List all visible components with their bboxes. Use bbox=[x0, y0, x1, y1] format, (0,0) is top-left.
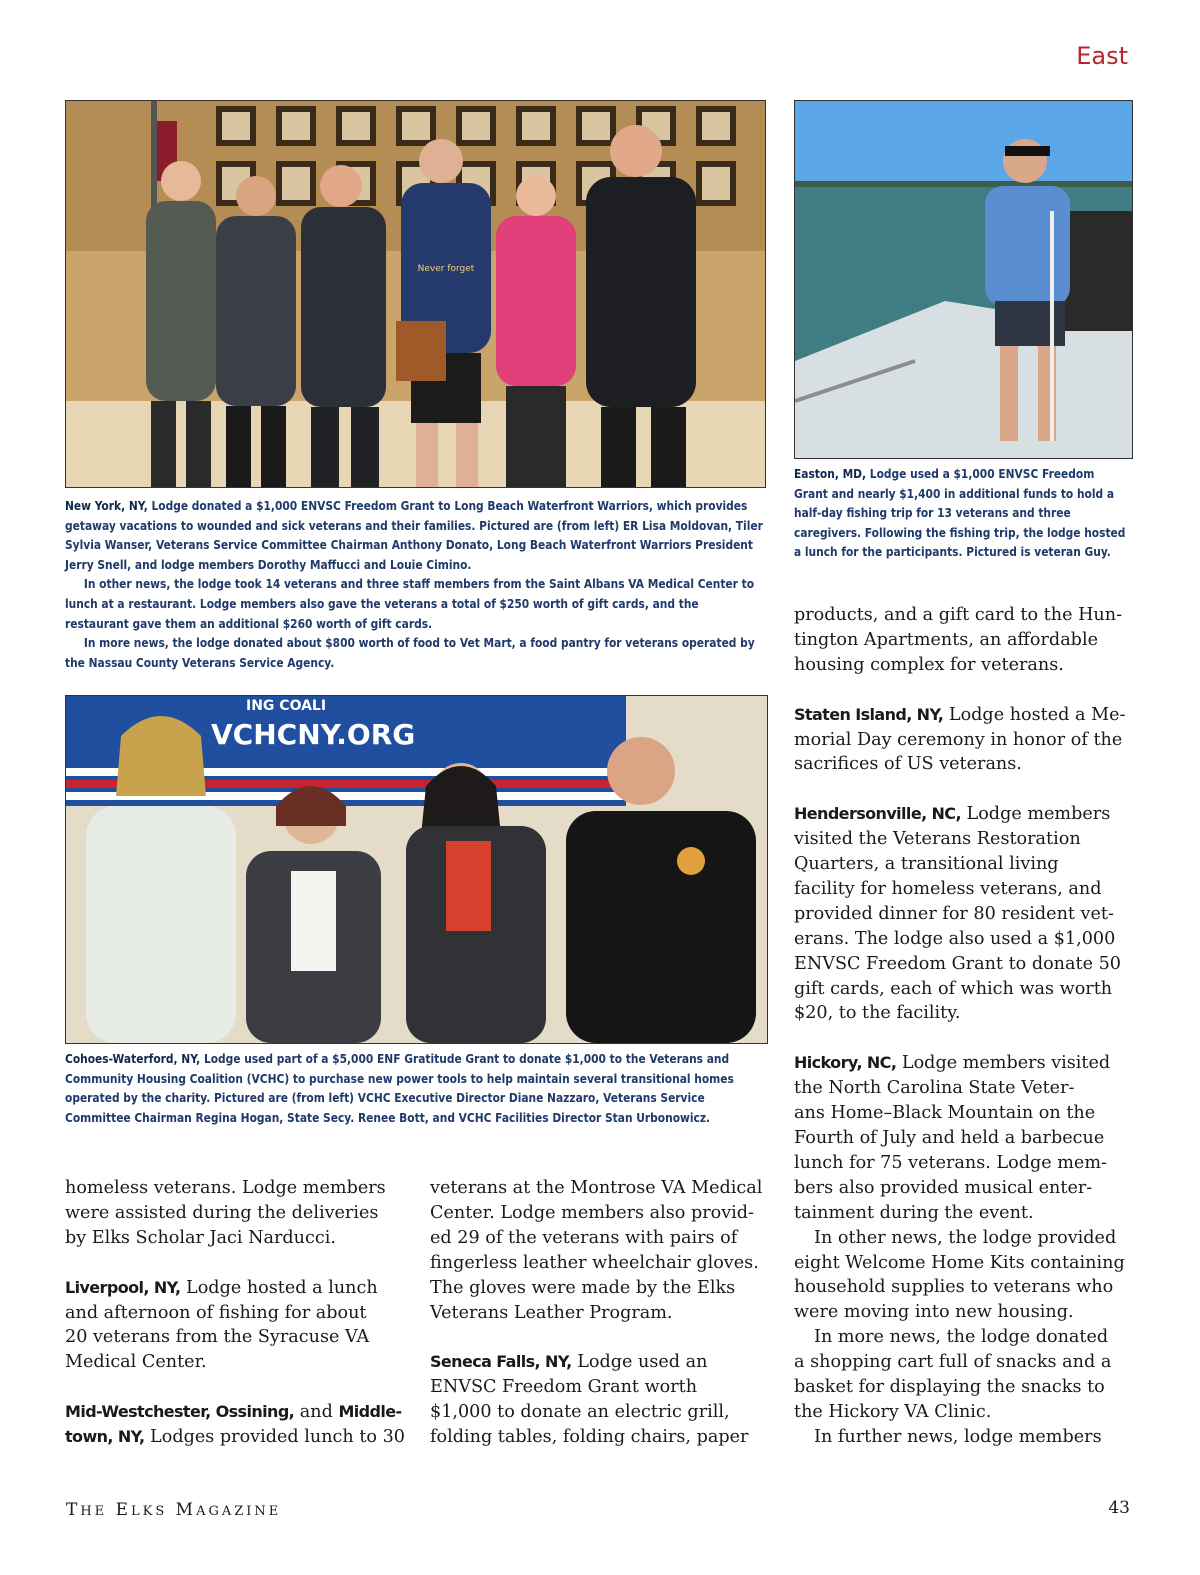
section-tag: East bbox=[1076, 42, 1128, 70]
svg-text:Never forget: Never forget bbox=[417, 264, 475, 274]
body-line: tainment during the event. bbox=[794, 1202, 1034, 1223]
body-line: were assisted during the deliveries bbox=[65, 1202, 379, 1223]
hendersonville-dateline: Hendersonville, NC, bbox=[794, 804, 961, 824]
body-line: household supplies to veterans who bbox=[794, 1277, 1114, 1298]
hickory-dateline: Hickory, NC, bbox=[794, 1053, 897, 1073]
body-line: basket for displaying the snacks to bbox=[794, 1377, 1105, 1398]
easton-caption bbox=[794, 464, 1131, 562]
body-line: facility for homeless veterans, and bbox=[794, 878, 1102, 899]
body-line: 20 veterans from the Syracuse VA bbox=[65, 1327, 370, 1348]
body-line: ENVSC Freedom Grant to donate 50 bbox=[794, 953, 1121, 974]
cohoes-caption-lead: Cohoes-Waterford, NY, bbox=[65, 1051, 201, 1066]
body-line: a shopping cart full of snacks and a bbox=[794, 1352, 1112, 1373]
magazine-title: THE ELKS MAGAZINE bbox=[66, 1500, 282, 1520]
body-line: lunch for 75 veterans. Lodge mem- bbox=[794, 1152, 1107, 1173]
body-line: erans. The lodge also used a $1,000 bbox=[794, 928, 1116, 949]
easton-caption-lead: Easton, MD, bbox=[794, 466, 867, 481]
staten-item: Staten Island, NY, Lodge hosted a Me- bbox=[794, 704, 1126, 725]
cohoes-caption bbox=[65, 1049, 765, 1127]
body-line: gift cards, each of which was worth bbox=[794, 978, 1113, 999]
body-line: $20, to the facility. bbox=[794, 1003, 961, 1024]
body-line: In further news, lodge members bbox=[814, 1426, 1102, 1447]
page-number: 43 bbox=[1108, 1498, 1130, 1518]
body-line: tington Apartments, an affordable bbox=[794, 629, 1098, 650]
body-line: morial Day ceremony in honor of the bbox=[794, 729, 1123, 750]
body-line: sacrifices of US veterans. bbox=[794, 754, 1022, 775]
body-line: fingerless leather wheelchair gloves. bbox=[430, 1252, 759, 1273]
easton-caption-text: Lodge used a $1,000 ENVSC Freedom Grant and nearly $1,400 in additional funds to hold a half-day fishing trip for 13 veterans and three caregivers. Following the fishing trip, the lodge hosted a lunch for the participants. Pictured is veteran Guy. bbox=[794, 466, 1126, 560]
newyork-caption-text: Lodge donated a $1,000 ENVSC Freedom Grant to Long Beach Waterfront Warriors, which provides getaway vacations to wounded and sick veterans and their families. Pictured are (from left) ER Lisa Moldovan, Tiler Sylvia Wanser, Veterans Service Committee Chairman Anthony Donato, Long Beach Waterfront Warriors President Jerry Snell, and lodge members Dorothy Maffucci and Louie Cimino. bbox=[65, 498, 763, 572]
staten-dateline: Staten Island, NY, bbox=[794, 704, 944, 724]
body-line: Veterans Leather Program. bbox=[430, 1302, 673, 1323]
body-line: Center. Lodge members also provid- bbox=[430, 1202, 755, 1223]
body-line: were moving into new housing. bbox=[794, 1302, 1074, 1323]
body-line: town, NY, Lodges provided lunch to 30 bbox=[65, 1427, 405, 1448]
newyork-caption bbox=[65, 496, 765, 672]
body-line: Medical Center. bbox=[65, 1352, 207, 1373]
body-line: Fourth of July and held a barbecue bbox=[794, 1127, 1105, 1148]
body-line: ed 29 of the veterans with pairs of bbox=[430, 1227, 738, 1248]
body-line: eight Welcome Home Kits containing bbox=[794, 1252, 1125, 1273]
hickory-item: Hickory, NC, Lodge members visited bbox=[794, 1053, 1111, 1074]
body-line: ENVSC Freedom Grant worth bbox=[430, 1377, 698, 1398]
newyork-caption-p3: In more news, the lodge donated about $800 worth of food to Vet Mart, a food pantry for veterans operated by the Nassau County Veterans Service Agency. bbox=[65, 635, 755, 670]
body-line: In other news, the lodge provided bbox=[814, 1227, 1117, 1248]
newyork-photo bbox=[65, 100, 766, 488]
newyork-caption-p2: In other news, the lodge took 14 veterans and three staff members from the Saint Albans VA Medical Center to lunch at a restaurant. Lodge members also gave the veterans a total of $250 worth of gift cards, and the restaurant gave them an additional $260 worth of gift cards. bbox=[65, 576, 755, 631]
body-line: housing complex for veterans. bbox=[794, 654, 1064, 675]
newyork-caption-lead: New York, NY, bbox=[65, 498, 148, 513]
body-line: by Elks Scholar Jaci Narducci. bbox=[65, 1227, 336, 1248]
body-line: the North Carolina State Veter- bbox=[794, 1078, 1075, 1099]
seneca-item: Seneca Falls, NY, Lodge used an bbox=[430, 1352, 708, 1373]
body-line: and afternoon of fishing for about bbox=[65, 1302, 367, 1323]
body-line: $1,000 to donate an electric grill, bbox=[430, 1402, 730, 1423]
column-right bbox=[794, 603, 1139, 1450]
body-line: homeless veterans. Lodge members bbox=[65, 1178, 386, 1198]
liverpool-dateline: Liverpool, NY, bbox=[65, 1277, 181, 1297]
body-line: Quarters, a transitional living bbox=[794, 854, 1059, 875]
body-line: ans Home–Black Mountain on the bbox=[794, 1103, 1096, 1124]
easton-photo bbox=[794, 100, 1133, 459]
body-line: The gloves were made by the Elks bbox=[430, 1277, 736, 1298]
body-line: products, and a gift card to the Hun- bbox=[794, 605, 1123, 625]
midwestchester-dateline: Mid-Westchester, Ossining, bbox=[65, 1402, 295, 1422]
body-line: the Hickory VA Clinic. bbox=[794, 1401, 992, 1422]
svg-text:VCHCNY.ORG: VCHCNY.ORG bbox=[211, 718, 416, 751]
body-line: folding tables, folding chairs, paper bbox=[430, 1427, 749, 1448]
hendersonville-item: Hendersonville, NC, Lodge members bbox=[794, 804, 1111, 825]
column-middle bbox=[430, 1176, 775, 1450]
column-left bbox=[65, 1176, 410, 1450]
midwestchester-item: Mid-Westchester, Ossining, and Middle- bbox=[65, 1402, 402, 1423]
cohoes-photo bbox=[65, 695, 768, 1044]
body-line: provided dinner for 80 resident vet- bbox=[794, 903, 1114, 924]
cohoes-caption-text: Lodge used part of a $5,000 ENF Gratitude Grant to donate $1,000 to the Veterans and Community Housing Coalition (VCHC) to purchase new power tools to help maintain several transitional homes operated by the charity. Pictured are (from left) VCHC Executive Director Diane Nazzaro, Veterans Service Committee Chairman Regina Hogan, State Secy. Renee Bott, and VCHC Facilities Director Stan Urbonowicz. bbox=[65, 1051, 734, 1125]
body-line: visited the Veterans Restoration bbox=[794, 829, 1081, 850]
seneca-dateline: Seneca Falls, NY, bbox=[430, 1352, 572, 1372]
body-line: bers also provided musical enter- bbox=[794, 1177, 1093, 1198]
svg-text:ING COALI: ING COALI bbox=[246, 698, 327, 714]
body-line: In more news, the lodge donated bbox=[814, 1327, 1109, 1348]
liverpool-item: Liverpool, NY, Lodge hosted a lunch bbox=[65, 1277, 378, 1298]
body-line: veterans at the Montrose VA Medical bbox=[430, 1178, 763, 1198]
